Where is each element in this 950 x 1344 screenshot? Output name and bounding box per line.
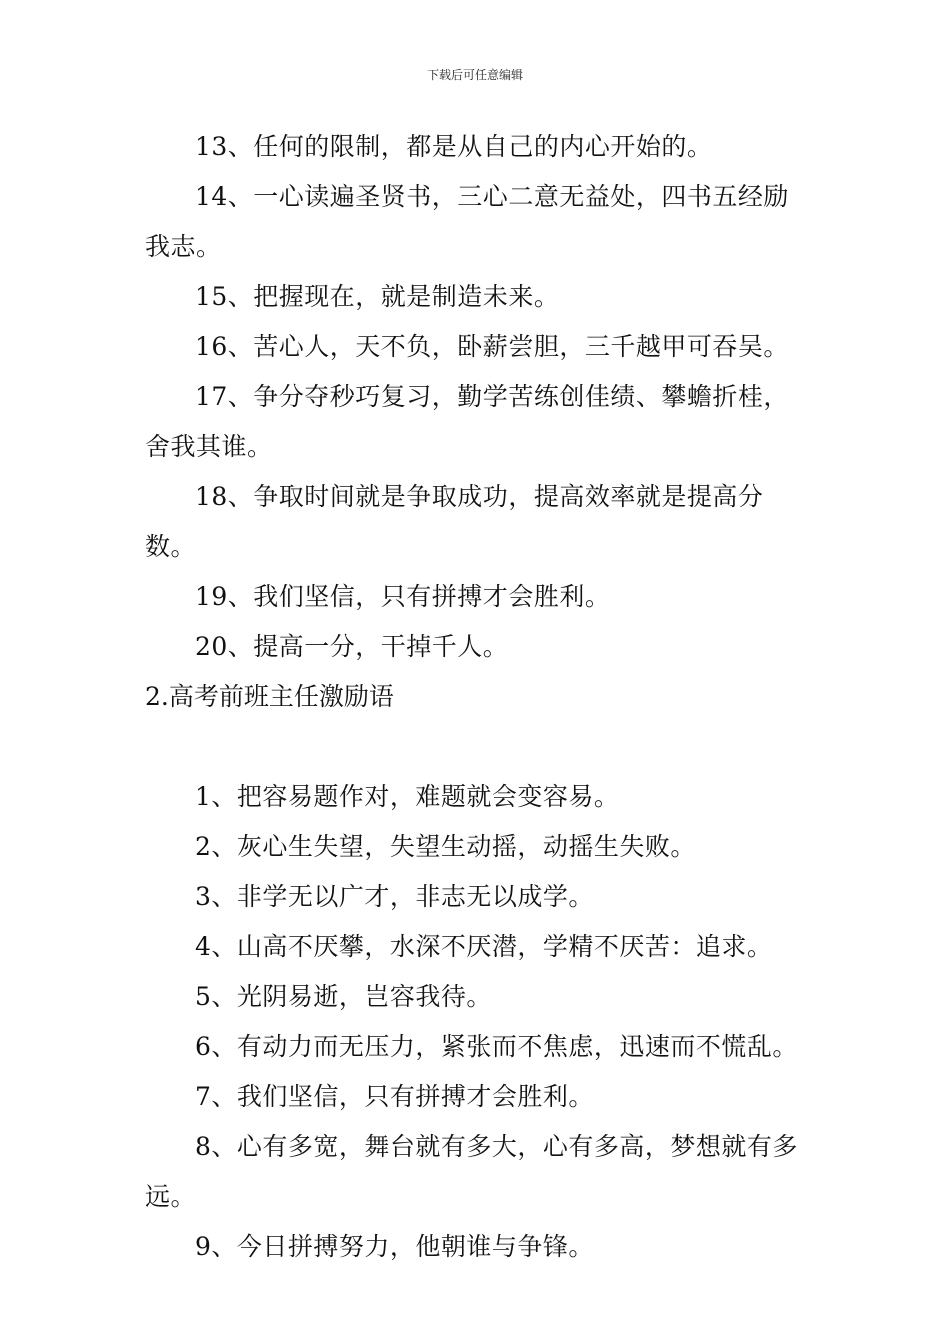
list-item: 1、把容易题作对，难题就会变容易。 xyxy=(195,782,620,811)
blank-line xyxy=(145,722,810,772)
list-item: 19、我们坚信，只有拼搏才会胜利。 xyxy=(195,582,611,611)
list-item: 6、有动力而无压力，紧张而不焦虑，迅速而不慌乱。 xyxy=(195,1032,798,1061)
list-item: 13、任何的限制，都是从自己的内心开始的。 xyxy=(195,132,713,161)
list-item: 2、灰心生失望，失望生动摇，动摇生失败。 xyxy=(195,832,696,861)
list-item: 18、争取时间就是争取成功，提高效率就是提高分数。 xyxy=(145,482,764,561)
page-header: 下载后可任意编辑 xyxy=(426,68,523,82)
list-item: 16、苦心人，天不负，卧薪尝胆，三千越甲可吞吴。 xyxy=(195,332,789,361)
list-item: 9、今日拼搏努力，他朝谁与争锋。 xyxy=(195,1232,594,1261)
list-item: 20、提高一分，干掉千人。 xyxy=(195,632,509,661)
list-item: 3、非学无以广才，非志无以成学。 xyxy=(195,882,594,911)
list-item: 8、心有多宽，舞台就有多大，心有多高，梦想就有多远。 xyxy=(145,1132,798,1211)
list-item: 7、我们坚信，只有拼搏才会胜利。 xyxy=(195,1082,594,1111)
list-item: 15、把握现在，就是制造未来。 xyxy=(195,282,560,311)
list-item: 17、争分夺秒巧复习，勤学苦练创佳绩、攀蟾折桂，舍我其谁。 xyxy=(145,382,789,461)
list-item: 4、山高不厌攀，水深不厌潜，学精不厌苦：追求。 xyxy=(195,932,773,961)
list-item: 5、光阴易逝，岂容我待。 xyxy=(195,982,492,1011)
list-item: 14、一心读遍圣贤书，三心二意无益处，四书五经励我志。 xyxy=(145,182,789,261)
document-body xyxy=(145,122,810,1272)
section-heading: 2.高考前班主任激励语 xyxy=(145,682,394,711)
